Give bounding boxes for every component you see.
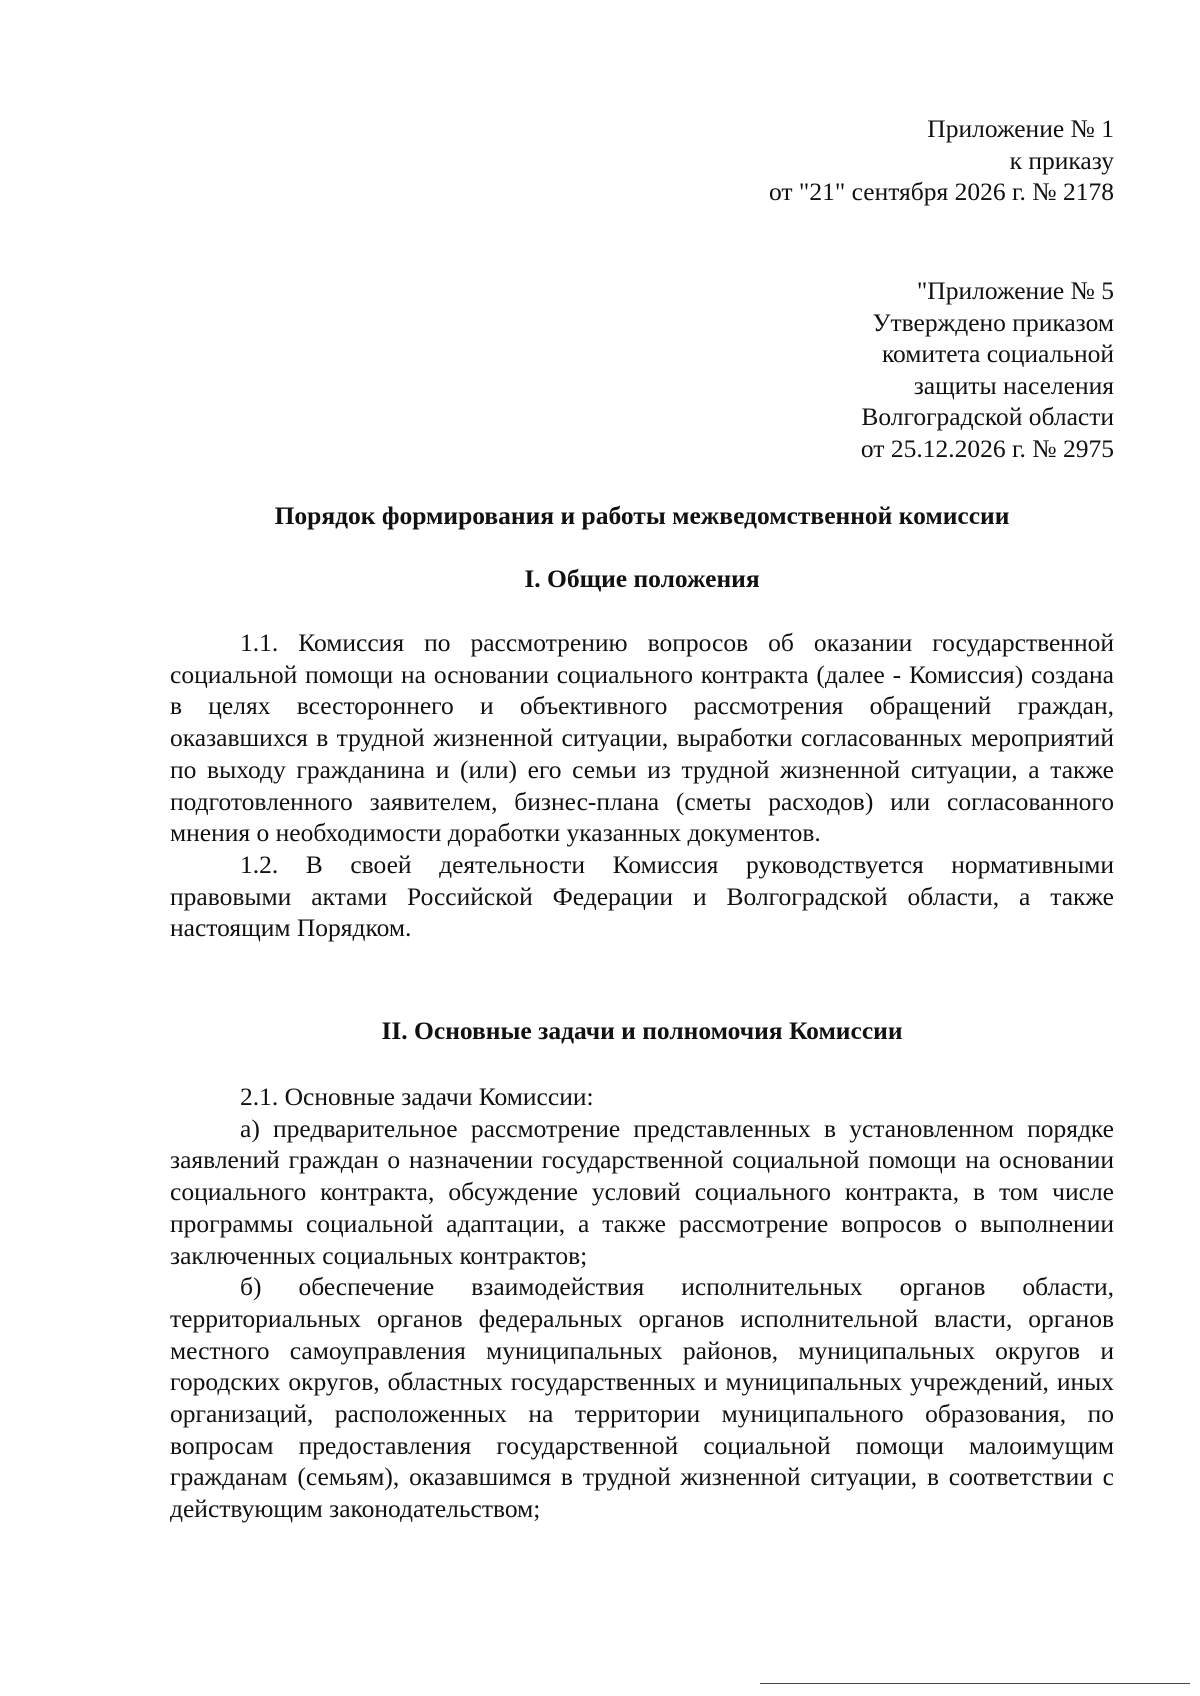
annex-5-line-6: от 25.12.2026 г. № 2975	[860, 433, 1114, 463]
scan-edge-line	[760, 1683, 1190, 1684]
paragraph-1-1: 1.1. Комиссия по рассмотрению вопросов об оказании государственной социальной помощи на основании социального контракта (далее - Комиссия) создана в целях всестороннего и объективного рассмотрения обращений граждан, оказавшихся в трудной жизненной ситуации, выработки согласованных мероприятий по выходу гражданина и (или) его семьи из трудной жизненной ситуации, а также подготовленного заявителем, бизнес-плана (сметы расходов) или согласованного мнения о необходимости доработки указанных документов.	[170, 628, 1114, 848]
paragraph-1-2: 1.2. В своей деятельности Комиссия руководствуется нормативными правовыми актами Российской Федерации и Волгоградской области, а также настоящим Порядком.	[170, 849, 1114, 943]
annex-1-header	[769, 113, 1114, 208]
section-1-title: I. Общие положения	[524, 564, 760, 593]
annex-5-line-3: комитета социальной	[881, 339, 1114, 368]
annex-1-line-3: от "21" сентября 2026 г. № 2178	[769, 177, 1114, 206]
annex-5-line-5: Волгоградской области	[861, 402, 1114, 431]
section-2-body	[170, 1081, 1114, 1525]
annex-5-line-4: защиты населения	[913, 370, 1114, 400]
annex-1-line-1: Приложение № 1	[927, 114, 1114, 143]
section-2-title: II. Основные задачи и полномочия Комиссии	[381, 1016, 903, 1045]
annex-5-line-2: Утверждено приказом	[872, 307, 1114, 337]
paragraph-2-1-a: а) предварительное рассмотрение представленных в установленном порядке заявлений граждан о назначении государственной социальной помощи на основании социального контракта, обсуждение условий социального контракта, в том числе программы социальной адаптации, а также рассмотрение вопросов о выполнении заключенных социальных контрактов;	[170, 1113, 1114, 1270]
paragraph-2-1-b: б) обеспечение взаимодействия исполнительных органов области, территориальных органов федеральных органов исполнительной власти, органов местного самоуправления муниципальных районов, муниципальных округов и городских округов, областных государственных и муниципальных учреждений, иных организаций, расположенных на территории муниципального образования, по вопросам предоставления государственной социальной помощи малоимущим гражданам (семьям), оказавшимся в трудной жизненной ситуации, в соответствии с действующим законодательством;	[170, 1272, 1114, 1524]
paragraph-2-1: 2.1. Основные задачи Комиссии:	[240, 1082, 594, 1111]
document-title: Порядок формирования и работы межведомственной комиссии	[274, 501, 1010, 530]
annex-1-line-2: к приказу	[1009, 145, 1114, 175]
annex-5-line-1: "Приложение № 5	[916, 276, 1114, 305]
section-1-body	[170, 627, 1114, 944]
annex-5-header	[861, 275, 1114, 464]
